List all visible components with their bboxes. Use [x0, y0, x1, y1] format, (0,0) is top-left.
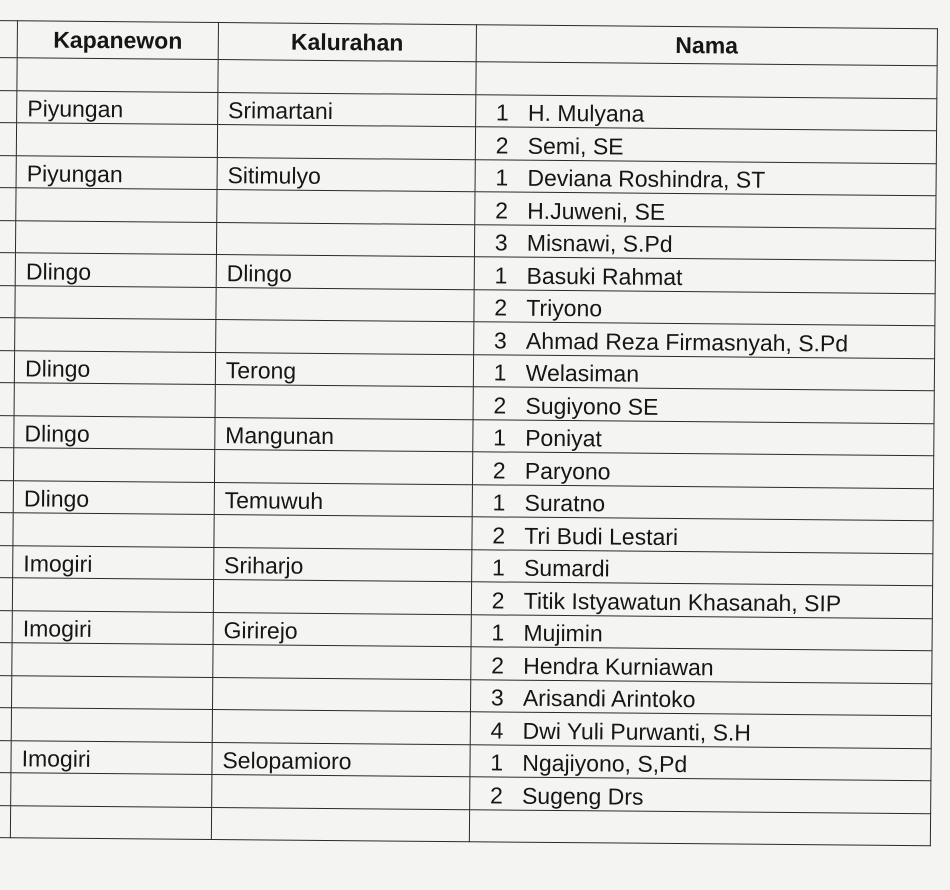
nama-cell: [472, 517, 933, 554]
kapanewon-cell: [14, 448, 215, 482]
nama-number: 2: [491, 651, 505, 679]
kapanewon-cell: [15, 318, 216, 352]
nama-number: 3: [490, 684, 504, 711]
nama-cell: [474, 289, 935, 326]
nama-cell: [470, 679, 931, 716]
kalurahan-cell: [218, 60, 476, 95]
kapanewon-cell: [16, 123, 217, 157]
nama-cell: [474, 257, 935, 294]
nama-cell: [469, 777, 930, 814]
nama-text: Triyono: [526, 294, 603, 322]
row-margin-cell: [0, 317, 15, 350]
nama-cell: [473, 387, 934, 424]
table-body: [0, 58, 937, 846]
kapanewon-cell: [12, 643, 213, 677]
nama-number: 1: [495, 164, 509, 191]
nama-number: 1: [490, 749, 504, 776]
kapanewon-cell: [10, 805, 211, 839]
nama-text: Hendra Kurniawan: [523, 652, 714, 680]
header-kalurahan: Kalurahan: [218, 23, 476, 62]
header-nama: Nama: [476, 25, 938, 66]
kapanewon-cell: Piyungan: [17, 90, 218, 124]
row-margin-cell: [0, 707, 12, 740]
row-margin-cell: [0, 350, 15, 383]
kalurahan-cell: Mangunan: [215, 417, 473, 452]
nama-text: Poniyat: [525, 424, 602, 452]
kalurahan-cell: Temuwuh: [214, 482, 472, 517]
nama-text: Titik Istyawatun Khasanah, SIP: [523, 587, 842, 616]
row-margin-cell: [0, 642, 12, 675]
kalurahan-cell: Selopamioro: [212, 742, 470, 777]
nama-number: 1: [494, 261, 508, 289]
kalurahan-cell: [215, 384, 473, 419]
row-margin-cell: [0, 740, 11, 773]
nama-text: Semi, SE: [527, 132, 624, 160]
row-margin-cell: [0, 512, 13, 545]
nama-cell: [470, 744, 931, 781]
kapanewon-cell: [14, 383, 215, 417]
row-margin-cell: [0, 382, 14, 415]
kalurahan-cell: Terong: [215, 352, 473, 387]
nama-number: 1: [491, 554, 505, 581]
nama-text: Misnawi, S.Pd: [526, 229, 673, 257]
kalurahan-cell: [213, 579, 471, 614]
kalurahan-cell: [217, 190, 475, 225]
nama-number: 2: [495, 131, 509, 159]
nama-text: Paryono: [524, 457, 611, 484]
row-margin-cell: [0, 447, 14, 480]
row-margin-cell: [0, 610, 12, 643]
row-margin-cell: [0, 772, 11, 805]
row-margin-cell: [0, 220, 16, 253]
kalurahan-cell: [212, 677, 470, 712]
kalurahan-cell: Srimartani: [217, 92, 475, 127]
nama-number: 2: [492, 456, 506, 484]
nama-text: [524, 67, 528, 93]
kapanewon-cell: Piyungan: [16, 155, 217, 189]
kalurahan-cell: [211, 807, 469, 842]
kapanewon-cell: [13, 513, 214, 547]
kalurahan-cell: [216, 222, 474, 257]
nama-text: Ngajiyono, S,Pd: [522, 749, 688, 778]
kalurahan-cell: Sitimulyo: [217, 157, 475, 192]
kalurahan-cell: [214, 449, 472, 484]
nama-text: H. Mulyana: [527, 99, 645, 127]
nama-cell: [472, 452, 933, 489]
nama-number: 1: [493, 424, 507, 451]
kapanewon-cell: [15, 285, 216, 319]
row-margin-cell: [0, 58, 17, 91]
nama-number: 2: [489, 781, 503, 809]
nama-cell: [473, 419, 934, 456]
nama-number: 2: [492, 521, 506, 549]
nama-cell: [476, 62, 937, 99]
kapanewon-cell: Dlingo: [14, 415, 215, 449]
nama-number: 2: [494, 294, 508, 321]
nama-text: Sugeng Drs: [521, 782, 644, 810]
nama-number: 1: [492, 489, 506, 516]
nama-text: Basuki Rahmat: [526, 262, 683, 290]
nama-cell: [474, 224, 935, 261]
kapanewon-cell: [12, 578, 213, 612]
nama-cell: [473, 322, 934, 359]
kalurahan-cell: [214, 514, 472, 549]
row-margin-cell: [0, 675, 12, 708]
kalurahan-cell: [217, 125, 475, 160]
row-margin-cell: [0, 123, 17, 156]
row-margin-cell: [0, 480, 14, 513]
nama-cell: [471, 647, 932, 684]
nama-cell: [471, 549, 932, 586]
nama-text: Sugiyono SE: [525, 392, 659, 420]
kalurahan-cell: Sriharjo: [213, 547, 471, 582]
row-margin-cell: [0, 155, 16, 188]
row-margin-cell: [0, 252, 16, 285]
row-margin-cell: [0, 285, 15, 318]
row-margin-cell: [0, 415, 14, 448]
kalurahan-cell: [212, 709, 470, 744]
row-margin-cell: [0, 805, 11, 838]
nama-number: 3: [493, 326, 507, 354]
nama-cell: [475, 94, 936, 131]
kapanewon-cell: [16, 220, 217, 254]
nama-number: 2: [493, 391, 507, 419]
row-margin-cell: [0, 187, 16, 220]
nama-text: Arisandi Arintoko: [522, 684, 696, 713]
kapanewon-cell: Dlingo: [13, 480, 214, 514]
header-kapanewon: Kapanewon: [17, 21, 218, 60]
kalurahan-cell: Girirejo: [213, 612, 471, 647]
nama-text: H.Juweni, SE: [527, 197, 666, 225]
kapanewon-cell: Imogiri: [12, 610, 213, 644]
nama-cell: [470, 712, 931, 749]
kalurahan-cell: [212, 774, 470, 809]
kalurahan-cell: Dlingo: [216, 255, 474, 290]
nama-cell: [469, 809, 930, 846]
nama-text: Ahmad Reza Firmasnyah, S.Pd: [525, 327, 849, 357]
nama-text: Deviana Roshindra, ST: [527, 164, 766, 193]
nama-number: 3: [494, 229, 508, 256]
nama-text: Tri Budi Lestari: [524, 522, 679, 550]
nama-cell: [475, 159, 936, 196]
nama-number: 1: [495, 99, 509, 126]
kapanewon-cell: Imogiri: [11, 740, 212, 774]
nama-number: 2: [491, 586, 505, 614]
nama-number: 1: [491, 619, 505, 646]
nama-cell: [475, 192, 936, 229]
nama-text: Mujimin: [523, 619, 603, 647]
nama-cell: [475, 127, 936, 164]
kapanewon-cell: [17, 58, 218, 92]
table-row: [0, 805, 931, 846]
nama-number: 4: [490, 716, 504, 744]
kapanewon-cell: [11, 708, 212, 742]
nama-text: Suratno: [524, 489, 606, 517]
kalurahan-cell: [213, 644, 471, 679]
kalurahan-cell: [216, 287, 474, 322]
kapanewon-cell: [12, 675, 213, 709]
nama-text: Sumardi: [523, 554, 610, 582]
member-table: [0, 20, 938, 846]
kapanewon-cell: [11, 773, 212, 807]
kapanewon-cell: Imogiri: [13, 545, 214, 579]
kalurahan-cell: [215, 319, 473, 354]
nama-cell: [471, 582, 932, 619]
kapanewon-cell: Dlingo: [15, 253, 216, 287]
nama-text: [518, 815, 522, 841]
nama-cell: [473, 354, 934, 391]
nama-number: 1: [493, 359, 507, 386]
nama-cell: [472, 484, 933, 521]
kapanewon-cell: [16, 188, 217, 222]
nama-text: Welasiman: [525, 359, 640, 387]
nama-number: 2: [495, 196, 509, 224]
header-number-column: [0, 21, 18, 58]
nama-cell: [471, 614, 932, 651]
row-margin-cell: [0, 577, 13, 610]
nama-text: Dwi Yuli Purwanti, S.H: [522, 717, 752, 746]
row-margin-cell: [0, 90, 17, 123]
row-margin-cell: [0, 545, 13, 578]
kapanewon-cell: Dlingo: [14, 350, 215, 384]
